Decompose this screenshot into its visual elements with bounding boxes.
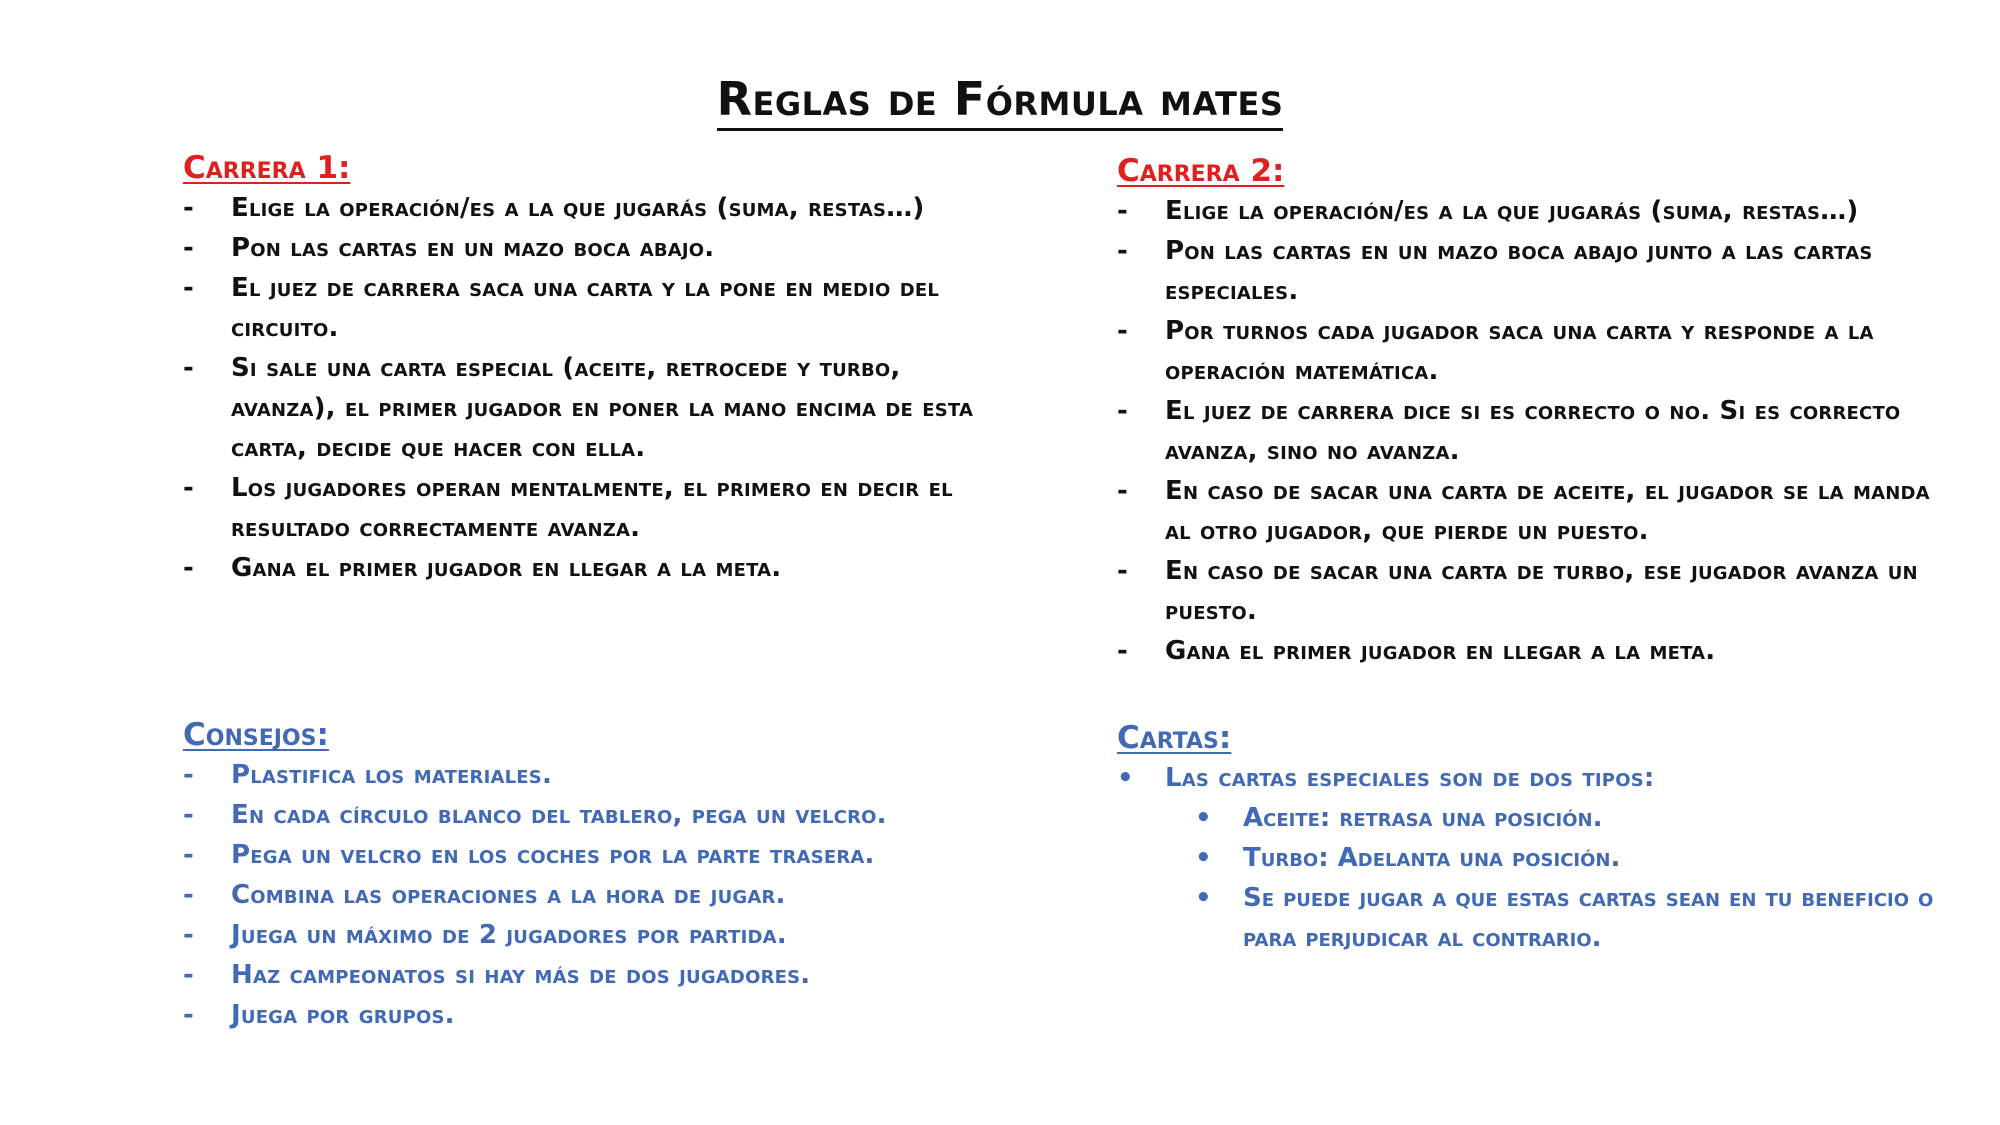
cards-sublist [1117,798,1957,958]
tip-item: - Pega un velcro en los coches por la parte trasera. [183,835,1003,875]
race-2-rule: - Por turnos cada jugador saca una carta y responde a la operación matemática. [1117,311,1957,391]
tip-item: - Juega por grupos. [183,995,1003,1035]
tip-item: - Combina las operaciones a la hora de jugar. [183,875,1003,915]
race-2-rule: - El juez de carrera dice si es correcto o no. Si es correcto avanza, sino no avanza. [1117,391,1957,471]
card-usage-note: • Se puede jugar a que estas cartas sean en tu beneficio o para perjudicar al contrario. [1195,878,1957,958]
race-1-rule: - Pon las cartas en un mazo boca abajo. [183,228,1003,268]
tip-item: - En cada círculo blanco del tablero, pega un velcro. [183,795,1003,835]
race-1-rule: - Elige la operación/es a la que jugarás (suma, restas…) [183,188,1003,228]
tips-heading: Consejos: [183,717,329,753]
card-type-turbo: • Turbo: Adelanta una posición. [1195,838,1957,878]
tip-item: - Juega un máximo de 2 jugadores por partida. [183,915,1003,955]
cards-heading: Cartas: [1117,720,1232,756]
tips-list [183,755,1003,1035]
cards-intro: • Las cartas especiales son de dos tipos: [1117,758,1957,798]
race-1-rule: - Gana el primer jugador en llegar a la meta. [183,548,1003,588]
race-1-heading: Carrera 1: [183,150,351,186]
race-2-rule: - En caso de sacar una carta de turbo, ese jugador avanza un puesto. [1117,551,1957,631]
race-1-rule: - El juez de carrera saca una carta y la pone en medio del circuito. [183,268,1003,348]
race-2-rules-list [1117,191,1957,671]
race-2-heading: Carrera 2: [1117,153,1285,189]
race-1-rule: - Los jugadores operan mentalmente, el primero en decir el resultado correctamente avanza. [183,468,1003,548]
race-2-rule: - Gana el primer jugador en llegar a la meta. [1117,631,1957,671]
card-type-oil: • Aceite: retrasa una posición. [1195,798,1957,838]
race-2-rule: - Elige la operación/es a la que jugarás (suma, restas…) [1117,191,1957,231]
cards-section [1117,718,1957,958]
race-1-section [183,148,1003,588]
race-2-rule: - Pon las cartas en un mazo boca abajo junto a las cartas especiales. [1117,231,1957,311]
tip-item: - Haz campeonatos si hay más de dos jugadores. [183,955,1003,995]
race-1-rules-list [183,188,1003,588]
cards-list [1117,758,1957,798]
page-title-text: Reglas de Fórmula mates [717,72,1284,131]
race-2-rule: - En caso de sacar una carta de aceite, el jugador se la manda al otro jugador, que pierde un puesto. [1117,471,1957,551]
page-title [0,72,2000,126]
race-1-rule: - Si sale una carta especial (aceite, retrocede y turbo, avanza), el primer jugador en poner la mano encima de esta carta, decide que hacer con ella. [183,348,1003,468]
race-2-section [1117,151,1957,671]
tips-section [183,715,1003,1035]
tip-item: - Plastifica los materiales. [183,755,1003,795]
